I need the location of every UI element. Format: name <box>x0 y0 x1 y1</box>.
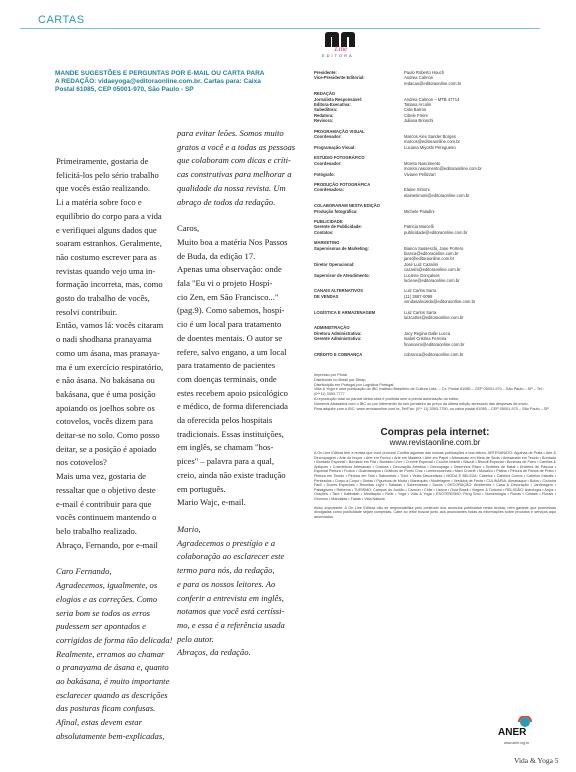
letter-line: que vocês estão realizando. <box>56 183 151 194</box>
masthead-value: bianca@editoraonline.com.br <box>404 250 459 256</box>
masthead-value: jane@editoraonline.com.br <box>404 256 455 262</box>
letter-line: resolvi contribuir. <box>56 306 118 317</box>
letter-line: ma é um exercício respiratório, <box>56 361 164 372</box>
letter-line: da oferecida pelos hospitais <box>177 415 273 426</box>
masthead-value: Paulo Roberto Houch <box>404 70 445 75</box>
reply-line: termo para nós, da redação, <box>177 565 275 576</box>
masthead-value: cobranca@editoraonline.com.br <box>404 352 464 358</box>
letter-line: apoiando os joelhos sobre os <box>56 402 155 413</box>
masthead <box>314 70 564 357</box>
masthead-row <box>314 209 564 214</box>
letter-line: tradicionais. Essas instituições, <box>177 428 284 439</box>
masthead-row <box>314 81 564 86</box>
masthead-key: Supervisoras de Marketing: <box>314 245 369 251</box>
letter-line: e verifiquei alguns dados que <box>56 224 157 235</box>
letter-line: estes recebem apoio psicológico <box>177 387 288 398</box>
editora-logo-sub: EDITORA <box>322 53 354 58</box>
masthead-key <box>314 299 404 304</box>
letter-line: belo trabalho realizado. <box>56 525 137 536</box>
masthead-footer-line: Impresso por Plural <box>314 373 347 377</box>
masthead-value: vendasalocaldo@editoraonline.com.br <box>404 299 476 305</box>
masthead-value: Andrea Calmon <box>404 75 434 81</box>
letter-line: gosto do trabalho de vocês, <box>56 293 150 304</box>
intro-line: A REDAÇÃO: vidaeyoga@editoraonline.com.br. Cartas para: Caixa <box>55 78 261 85</box>
reply-line: gratos a você e a todas as pessoas <box>177 141 296 152</box>
letter-line: revistas quando vejo uma in- <box>56 265 156 276</box>
masthead-value: publicidade@editoraonline.com.br <box>404 229 468 235</box>
letter-line: Mario Wajc, e-mail. <box>177 497 246 508</box>
reply-line: das posturas ficam confusas. <box>56 703 156 714</box>
masthead-key: Jornalista Responsável: <box>314 96 363 102</box>
masthead-key: Editora-Executiva: <box>314 102 351 108</box>
letter-line: formação incorreta, mas, como <box>56 279 163 290</box>
reply-line: pudessem ser apontados e <box>56 621 146 632</box>
letter-line: e-mail é contribuir para que <box>56 498 152 509</box>
reply-line: Agradecemos, igualmente, os <box>56 580 158 591</box>
reply-line: Realmente, erramos ao chamar <box>56 648 165 659</box>
letter-line: felicitá-los pelo sério trabalho <box>56 169 159 180</box>
reply-line: pelo autor. <box>177 633 214 644</box>
reply-line: mo, e essa é a referência usada <box>177 619 285 630</box>
letter-line: Mais uma vez, gostaria de <box>56 471 146 482</box>
masthead-key: Coordenadora: <box>314 187 345 193</box>
masthead-value: Jacy Regina Dalle Lucca <box>404 330 451 336</box>
masthead-value: Moreto Nascimento <box>404 160 441 166</box>
reply-line: Caro Fernando, <box>56 566 112 577</box>
masthead-key: CRÉDITO E COBRANÇA <box>314 352 363 358</box>
svg-text:Line: Line <box>334 45 348 52</box>
masthead-value: José Luiz Cazarini <box>404 261 439 267</box>
reply-line: cas construtivas para melhorar a <box>177 169 292 180</box>
aner-url: www.aner.org.br <box>504 741 530 745</box>
compras-url[interactable]: www.revistaonline.com.br <box>389 438 481 447</box>
masthead-footer-line: A reprodução total ou parcial desta obra é proibida sem a prévia autorização do editor. <box>314 396 460 401</box>
reply-line: notamos que você está certíssi- <box>177 606 285 617</box>
masthead-value: Luiz Carlos Sarra <box>404 309 437 315</box>
masthead-key: Supervisor de Atendimento: <box>314 272 370 278</box>
letter-line: não costumo escrever para as <box>56 251 157 262</box>
section-title: CARTAS <box>38 14 85 26</box>
letter-line: deitar-se no solo. Como posso <box>56 430 160 441</box>
masthead-key: Subeditora: <box>314 107 338 113</box>
masthead-key: Redatora: <box>314 112 334 118</box>
masthead-value: Tatiana Arcolin <box>404 102 432 108</box>
masthead-key: ESTÚDIO FOTOGRÁFICO <box>314 155 365 161</box>
masthead-row <box>314 315 564 320</box>
masthead-row <box>314 172 564 177</box>
masthead-key: Programação Visual: <box>314 144 356 150</box>
masthead-value: elainesimoni@editoraonline.com.br <box>404 192 470 198</box>
letter-line: com doenças terminais, onde <box>177 373 277 384</box>
masthead-key: REDAÇÃO <box>314 91 336 97</box>
masthead-value: moreto.nascimento@editoraonline.com.br <box>404 166 482 172</box>
masthead-footer-line: Distribuído no Brasil por Dinap <box>314 377 366 382</box>
masthead-key <box>314 81 404 86</box>
letter-line: Muito boa a matéria Nos Passos <box>177 236 288 247</box>
masthead-key: Gerente Administrativa: <box>314 336 362 342</box>
masthead-footer-line: Para adquirir com o IBC: www.revistaonline.com.br, Tel/Fax: (0** 11) 3393-7750, ou caixa postal 61085 – CEP 05001-970 – São Paulo – SP <box>314 406 549 411</box>
masthead-value: (11) 3687-0099 <box>404 293 433 299</box>
masthead-key: Fotógrafo: <box>314 171 335 177</box>
masthead-value: Bianca Sasseschi, Jane Portero <box>404 245 464 251</box>
masthead-value: Luciene Gonçalves <box>404 272 440 278</box>
letter-line: Então, vamos lá: vocês citaram <box>56 320 164 331</box>
masthead-row <box>314 278 564 283</box>
column-middle <box>177 127 299 660</box>
masthead-value: Andrea Calmon – MTB 47714 <box>404 96 460 102</box>
reply-line: o pranayama de ásana e, quanto <box>56 662 169 673</box>
letter-line: (pag.9). Como sabemos, hospí- <box>177 305 285 316</box>
reply-line: ao bakásana, é muito importante <box>56 676 170 687</box>
masthead-key: Presidente: <box>314 70 337 75</box>
masthead-key: CANAIS ALTERNATIVOS <box>314 288 364 294</box>
publications-text: A On Line Editora tem a revista que você procura! Confira algumas das nossas publicações e boa leitura. ARTESANATO: Agulhas de Prata • Arte & Decoupagem • Arte do Isopor • Arte em Fuxico • Arte em Madeira • Arte em Papel • Artesanato em Meia de Seda • Artesanato em Tecido • Bordado • Bordado Especial • Bordado em Fita • Bordado Livre • Crochê Especial • Croché Infantil • Biscuit • Biscuit Especial • Bonecas de Pano • Cartões & Apliques • Cosméticos Artesanais • Costura • Decoração Artística • Decoupage • Desenhos Risco • Enfeites de Natal • Enfeites de Páscoa • Especial Pintura • Fuxico • Guardanapos • Gráficos de Ponto Cruz • Lembrancinhas • Maxi Crochê • Mosaico • Pátina • Pintura de Panos de Prato • Pintura em Tecido • Pintura em Tela • Sabonetes • Tricô • Velas Decorativas • MODA E BELEZA: Cabelos • Cabelos Curtos • Cabelos Infantis • Penteados • Corpo a Corpo • Dietas • Figurinos de Moda • Manequim • Modelagem • Vestidos de Festa • CULINÁRIA: Almanaque • Bolos • Cozinha Fácil • Doces Especiais • Receitas Light • Saladas • Sobremesas • Sucos • DECORAÇÃO: Ambientes • Casa & Decoração • Jardinagem • Paisagismo • Reforma • TURISMO: Campos do Jordão • Cancún • Chile • Lisboa • Guia Brasil • Viagem & Turismo • RELIGIÃO: Astrologia • Anjos • Orações • Tarô • Kabbalah • Meditação • Reiki • Yoga • Vida & Yoga • ESOTERISMO: Feng Shui • Numerologia • Runas • Cristais • Florais • Gnomos • Mandalas • Fadas • Vida Natural. <box>314 451 556 501</box>
masthead-value: Juliana Brioschi <box>404 118 434 124</box>
letter-line: Abraço, Fernando, por e-mail <box>56 539 158 550</box>
compras-title: Compras pela internet: <box>380 427 490 438</box>
masthead-footer <box>314 373 556 411</box>
letter-line: em inglês, se chamam "hos- <box>177 442 274 453</box>
letter-line: nos cotovelos? <box>56 457 107 468</box>
masthead-value: Luiz Carlos Sarra <box>404 288 437 294</box>
masthead-value: Cibele Freire <box>404 112 428 118</box>
letter-line: deitar, se a posição é apoiado <box>56 443 157 454</box>
masthead-row <box>314 299 564 304</box>
masthead-value: marcos@editoraonline.com.br <box>404 139 460 145</box>
reply-line: abraço de todos da redação. <box>177 196 276 207</box>
masthead-value: Marcos Alex Sander Borges <box>404 134 456 140</box>
paragraph-gap <box>177 510 299 523</box>
letter-line: soaram estranhos. Geralmente, <box>56 238 162 249</box>
compras-block <box>314 427 556 447</box>
aner-name: ANER <box>498 727 527 738</box>
letter-line: pices" – palavra para a qual, <box>177 456 275 467</box>
masthead-key: Coordenador: <box>314 134 342 140</box>
letter-line: refere, salvo engano, a um local <box>177 346 287 357</box>
intro-line: Postal 61085, CEP 05001-970, São Paulo - SP <box>55 86 194 93</box>
masthead-key: COLABORARAM NESTA EDIÇÃO <box>314 203 381 209</box>
reply-line: para evitar leões. Somos muito <box>177 128 284 138</box>
masthead-key <box>314 315 404 320</box>
masthead-key: Gerente de Publicidade: <box>314 224 362 230</box>
masthead-value: Elaine Simoni <box>404 187 430 193</box>
masthead-row <box>314 145 564 150</box>
letter-line: para tratamento de pacientes <box>177 360 276 371</box>
masthead-value: cazarini@editoraonline.com.br <box>404 267 461 273</box>
letter-line: cotovelos, vocês dizem para <box>56 416 153 427</box>
masthead-key: Vice-Presidente Editorial: <box>314 75 365 81</box>
masthead-key: DE VENDAS <box>314 293 339 299</box>
masthead-key: MARKETING <box>314 240 340 246</box>
masthead-value: Isabel Cristina Ferreira <box>404 336 447 342</box>
reply-line: Agradecemos o prestígio e a <box>177 537 276 548</box>
letter-line: Li a matéria sobre foco e <box>56 197 142 208</box>
letter-line: fala "Eu vi o projeto Hospí- <box>177 278 273 289</box>
letter-line: cio é um local para tratamento <box>177 319 282 330</box>
letter-line: como um ásana, mas pranaya- <box>56 347 160 358</box>
masthead-value: Luciana Miyoshi Peregueiro <box>404 144 456 150</box>
letter-line: equilíbrio do corpo para a vida <box>56 210 162 221</box>
masthead-key: Produção fotográfica: <box>314 208 358 214</box>
masthead-row <box>314 352 564 357</box>
masthead-key: LOGÍSTICA E ARMAZENAGEM <box>314 309 376 315</box>
reply-line: Abraços, da redação. <box>177 647 251 658</box>
masthead-key <box>314 278 404 283</box>
page-folio: Vida & Yoga 5 <box>514 756 559 765</box>
masthead-footer-line: Distribuição em Portugal por Logística Portugal <box>314 382 394 387</box>
reply-line: qualidade da nossa revista. Um <box>177 182 286 193</box>
letter-line: e médico, de forma diferenciada <box>177 401 288 412</box>
masthead-key: Revisora: <box>314 118 334 124</box>
masthead-row <box>314 230 564 235</box>
masthead-footer-line: Vida & Yoga é uma publicação do IBC Instituto Brasileiro de Cultura Ltda. – Cx. Postal 61085 – CEP 05001-970 – São Paulo – SP – Tel.: (0**11) 3393-7777 <box>314 387 544 397</box>
letter-line: bakásana, que é uma posição <box>56 388 156 399</box>
reply-line: Afinal, estas devem estar <box>56 717 142 728</box>
letter-line: ressaltar que o objetivo deste <box>56 484 156 495</box>
masthead-value: redacao@editoraonline.com.br <box>404 80 462 86</box>
masthead-row <box>314 193 564 198</box>
masthead-key <box>314 342 404 347</box>
masthead-value: Patricia Marcelli <box>404 224 434 230</box>
reply-line: corrigidos de forma tão delicada! <box>56 634 173 645</box>
masthead-key <box>314 193 404 198</box>
masthead-row <box>314 342 564 347</box>
masthead-footer-line: Números Atrasados com o IBC ou por intermédio do seu jornaleiro ao preço da última edição acrescido das despesas de envio. <box>314 401 529 406</box>
letter-line: de Buda, da edição 17. <box>177 250 256 261</box>
reply-line: conferir a entrevista em inglês, <box>177 592 284 603</box>
letter-line: vocês continuem mantendo o <box>56 512 157 523</box>
masthead-value: Michele Paladini <box>404 208 435 214</box>
intro-line: MANDE SUGESTÕES E PERGUNTAS POR E-MAIL OU CARTA PARA <box>55 70 265 77</box>
reply-line: que colaboram com dicas e críti- <box>177 155 291 166</box>
masthead-key: PUBLICIDADE <box>314 218 343 224</box>
paragraph-gap <box>177 209 299 222</box>
masthead-key: Diretora Administrativa: <box>314 330 362 336</box>
publications-list <box>314 451 556 519</box>
letter-line: de doentes mentais. O autor se <box>177 332 283 343</box>
editora-logo <box>322 32 360 52</box>
masthead-key: Coordenador: <box>314 160 342 166</box>
letter-line: creio, ainda não existe tradução <box>177 469 286 480</box>
column-left <box>56 155 178 744</box>
intro-block <box>55 70 305 94</box>
masthead-value: Cida Barros <box>404 107 427 113</box>
masthead-value: Viviane Pellizzari <box>404 171 436 177</box>
masthead-key: PROGRAMAÇÃO VISUAL <box>314 128 365 134</box>
letter-line: Primeiramente, gostaria de <box>56 156 149 166</box>
reply-line: esclarecer quando as descrições <box>56 689 168 700</box>
letter-line: em português. <box>177 483 226 494</box>
masthead-key: ADMINISTRAÇÃO <box>314 325 350 331</box>
masthead-key: Diretor Operacional: <box>314 261 355 267</box>
reply-line: e para os nossos leitores. Ao <box>177 578 276 589</box>
reply-line: Mario, <box>177 523 201 534</box>
publications-notice: Aviso Importante: A On Line Editora não se responsabiliza pelo conteúdo dos anúncios publicados nesta revista, nem garante que promessas divulgadas como publicidade sejam cumpridas. Cabe ao leitor buscar junto aos anunciantes todas as informações sobre produtos e serviços aqui anunciados. <box>314 505 556 519</box>
letter-line: Caros, <box>177 223 200 234</box>
letter-line: Apenas uma observação: onde <box>177 264 282 275</box>
reply-line: absolutamente bem-explicadas, <box>56 730 165 741</box>
masthead-key: PRODUÇÃO FOTOGRÁFICA <box>314 181 371 187</box>
masthead-value: luizcarlos@editoraonline.com.br <box>404 315 464 321</box>
header-rule <box>20 28 540 29</box>
letter-line: e não ásana. No bakásana ou <box>56 375 155 386</box>
masthead-row <box>314 118 564 123</box>
masthead-value: financeiro@editoraonline.com.br <box>404 341 465 347</box>
reply-line: seria bom se todos os erros <box>56 607 150 618</box>
masthead-value: luciene@editoraonline.com.br <box>404 278 460 283</box>
masthead-key: Contatos: <box>314 229 334 235</box>
letter-line: o nadi shodhana pranayama <box>56 334 152 345</box>
reply-line: colaboração ao esclarecer este <box>177 551 285 562</box>
paragraph-gap <box>56 552 178 565</box>
letter-line: cio Zen, em São Francisco..." <box>177 291 279 302</box>
reply-line: elogios e as correções. Como <box>56 593 158 604</box>
